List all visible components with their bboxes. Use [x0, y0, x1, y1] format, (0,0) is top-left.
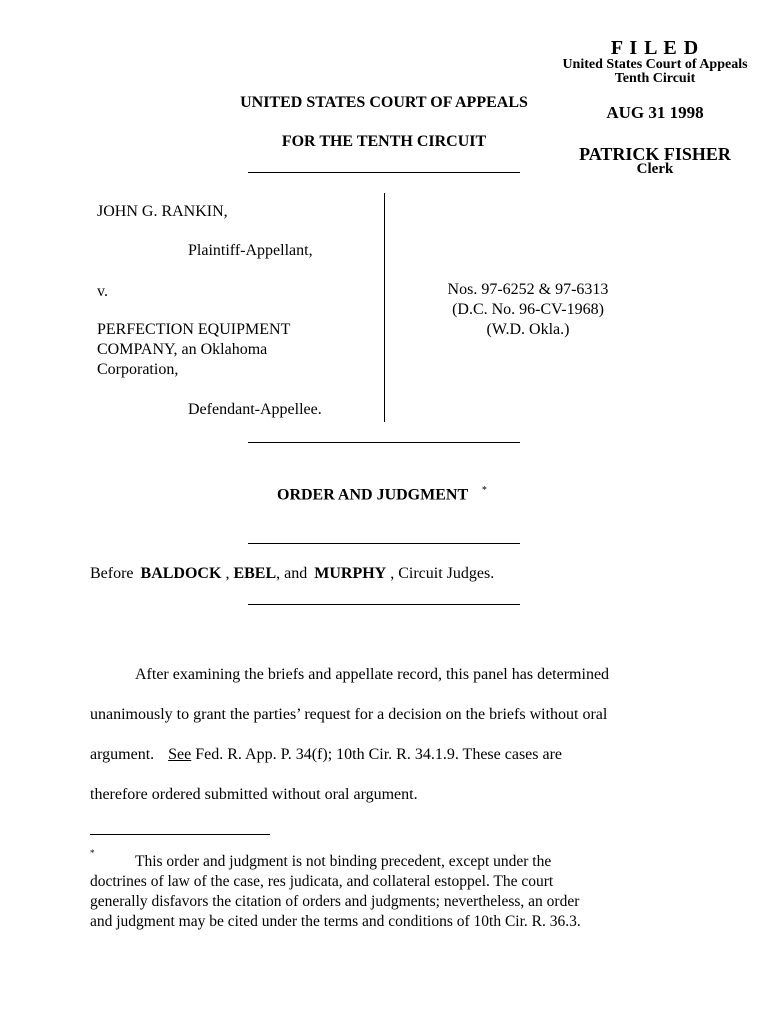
- panel-line: [90, 565, 494, 583]
- panel-rule: [248, 604, 520, 605]
- defendant-line3: Corporation,: [97, 361, 179, 378]
- caption-divider: [384, 193, 385, 422]
- district-case: (D.C. No. 96-CV-1968): [452, 301, 604, 318]
- footnote-line-4: and judgment may be cited under the terms and conditions of 10th Cir. R. 36.3.: [90, 913, 581, 930]
- case-numbers: Nos. 97-6252 & 97-6313: [447, 281, 609, 298]
- footnote-line-2: doctrines of law of the case, res judicata, and collateral estoppel. The court: [90, 873, 554, 890]
- body-line-3-post: Fed. R. App. P. 34(f); 10th Cir. R. 34.1.9. These cases are: [195, 746, 563, 763]
- court-header: UNITED STATES COURT OF APPEALS: [240, 94, 528, 111]
- footnote-mark: *: [90, 848, 95, 858]
- versus: v.: [97, 283, 108, 300]
- judge-murphy: MURPHY: [314, 565, 387, 582]
- clerk-title: Clerk: [636, 161, 674, 177]
- header-rule: [248, 172, 520, 173]
- plaintiff-role: Plaintiff-Appellant,: [188, 242, 313, 259]
- filed-label: F I L E D: [610, 37, 700, 59]
- plaintiff-name: JOHN G. RANKIN,: [97, 203, 228, 220]
- defendant-line2: COMPANY, an Oklahoma: [97, 341, 268, 358]
- clerk-name: PATRICK FISHER: [579, 144, 731, 164]
- footnote-line-1: This order and judgment is not binding precedent, except under the: [135, 853, 552, 870]
- defendant-role: Defendant-Appellee.: [188, 401, 322, 418]
- stamp-circuit: Tenth Circuit: [614, 71, 696, 86]
- order-title: [277, 485, 487, 504]
- panel-suffix: , Circuit Judges.: [390, 565, 495, 582]
- body-line-3-pre: argument.: [90, 746, 155, 763]
- filed-date: AUG 31 1998: [606, 103, 704, 122]
- body-line-3: [90, 746, 562, 764]
- stamp-court: United States Court of Appeals: [562, 57, 748, 72]
- panel-sep2: , and: [276, 565, 308, 582]
- panel-before: Before: [90, 565, 134, 582]
- body-line-4: therefore ordered submitted without oral argument.: [90, 786, 418, 803]
- caption-rule: [248, 442, 520, 443]
- body-line-1: After examining the briefs and appellate record, this panel has determined: [135, 666, 610, 683]
- footnote-line-3: generally disfavors the citation of orders and judgments; nevertheless, an order: [90, 893, 580, 910]
- see-signal: See: [168, 746, 192, 763]
- order-title-text: ORDER AND JUDGMENT: [277, 486, 468, 504]
- title-rule: [248, 543, 520, 544]
- judge-baldock: BALDOCK: [140, 565, 222, 582]
- panel-sep1: ,: [221, 565, 230, 582]
- judge-ebel: EBEL: [233, 565, 277, 582]
- order-footnote-mark: *: [481, 485, 487, 496]
- body-line-2: unanimously to grant the parties’ request for a decision on the briefs without oral: [90, 706, 608, 723]
- circuit-header: FOR THE TENTH CIRCUIT: [281, 133, 487, 150]
- defendant-line1: PERFECTION EQUIPMENT: [97, 321, 291, 338]
- district: (W.D. Okla.): [486, 321, 570, 338]
- footnote-rule: [90, 834, 270, 835]
- filed-stamp: [540, 38, 768, 86]
